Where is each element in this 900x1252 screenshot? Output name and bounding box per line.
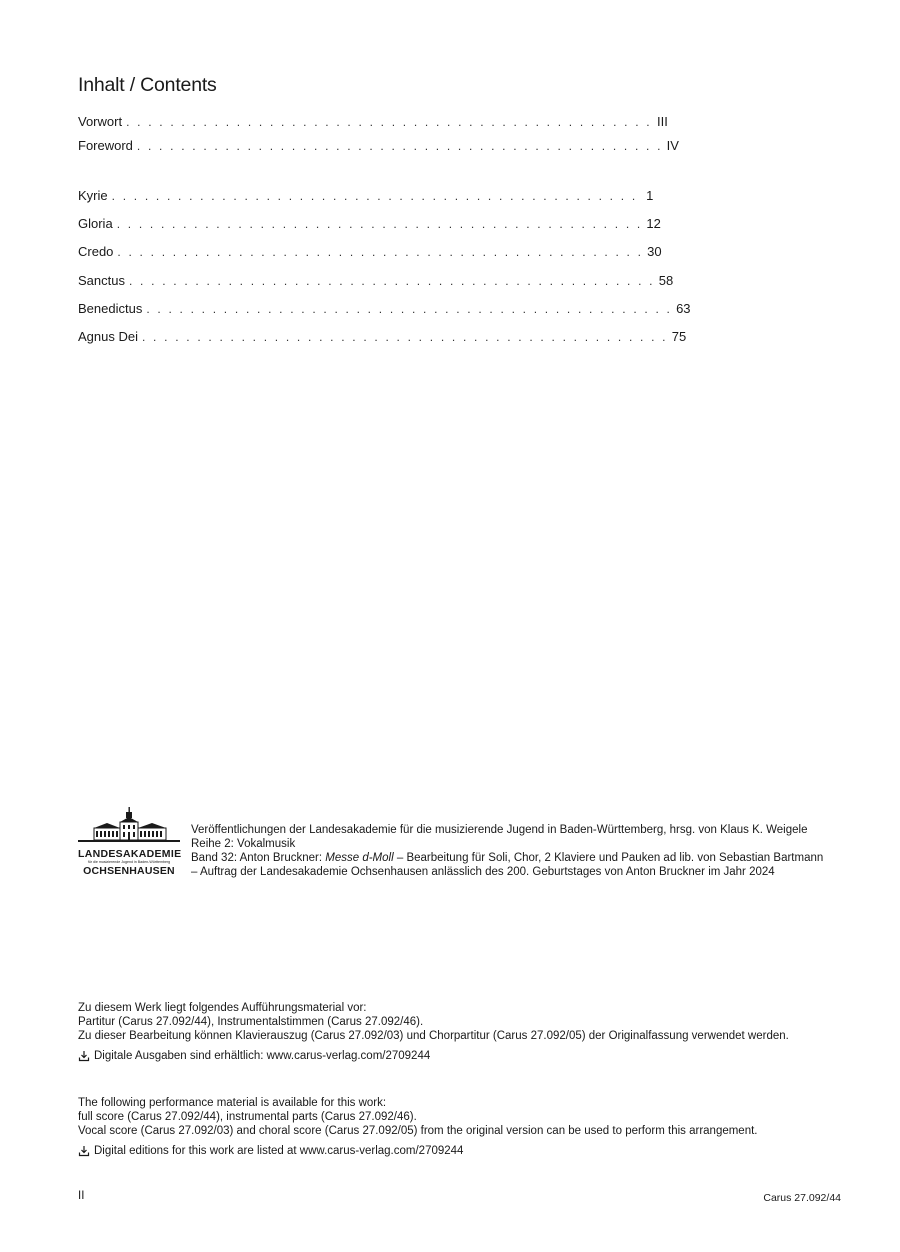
toc-entry-vorwort[interactable]: [78, 114, 668, 132]
toc-page-number: 75: [671, 329, 687, 344]
building-icon: [78, 806, 180, 846]
publication-row: Reihe 2: Vokalmusik: [191, 838, 296, 850]
toc-entry-benedictus[interactable]: [78, 301, 691, 319]
toc-leader-dots: . . . . . . . . . . . . . . . . . . . . . . . . . . . . . . . . . . . . . . . . . . . . . . . .: [126, 115, 652, 129]
toc-label: Agnus Dei: [78, 329, 138, 344]
toc-label: Kyrie: [78, 188, 108, 203]
toc-leader-dots: . . . . . . . . . . . . . . . . . . . . . . . . . . . . . . . . . . . . . . . . . . . . . . . .: [116, 217, 643, 231]
catalog-number: Carus 27.092/44: [763, 1192, 841, 1204]
english-material-score: full score (Carus 27.092/44), instrumental parts (Carus 27.092/46).: [78, 1111, 417, 1123]
toc-label: Benedictus: [78, 301, 143, 316]
publication-commission: – Auftrag der Landesakademie Ochsenhausen anlässlich des 200. Geburtstages von Anton Bruckner im Jahr 2024: [191, 866, 775, 878]
volume-suffix: – Bearbeitung für Soli, Chor, 2 Klaviere und Pauken ad lib. von Sebastian Bartmann: [393, 852, 824, 864]
german-material-intro: Zu diesem Werk liegt folgendes Aufführungsmaterial vor:: [78, 1002, 367, 1014]
english-digital-link[interactable]: Digital editions for this work are listed at www.carus-verlag.com/2709244: [94, 1145, 464, 1157]
download-icon: [78, 1145, 90, 1157]
toc-leader-dots: . . . . . . . . . . . . . . . . . . . . . . . . . . . . . . . . . . . . . . . . . . . . . . . .: [146, 302, 673, 316]
toc-label: Gloria: [78, 216, 113, 231]
toc-page-number: 1: [646, 188, 654, 203]
publication-info: [191, 823, 881, 879]
volume-prefix: Band 32: Anton Bruckner:: [191, 852, 326, 864]
work-title: Messe d-Moll: [325, 852, 394, 864]
german-digital-editions[interactable]: [78, 1049, 858, 1063]
toc-label: Credo: [78, 244, 114, 259]
german-material-score: Partitur (Carus 27.092/44), Instrumentalstimmen (Carus 27.092/46).: [78, 1016, 424, 1028]
toc-page-number: III: [656, 114, 668, 129]
toc-page-number: 58: [658, 273, 674, 288]
english-material-block: [78, 1096, 858, 1158]
toc-page-number: IV: [666, 138, 679, 153]
english-digital-editions[interactable]: [78, 1144, 858, 1158]
download-icon: [78, 1050, 90, 1062]
page-title: Inhalt / Contents: [78, 74, 217, 96]
german-digital-link[interactable]: Digitale Ausgaben sind erhältlich: www.carus-verlag.com/2709244: [94, 1050, 431, 1062]
toc-entry-kyrie[interactable]: [78, 188, 654, 206]
toc-label: Sanctus: [78, 273, 125, 288]
toc-entry-agnus-dei[interactable]: [78, 329, 687, 347]
toc-page-number: 30: [647, 244, 662, 259]
toc-page-number: 63: [676, 301, 691, 316]
toc-entry-sanctus[interactable]: [78, 273, 674, 291]
toc-label: Foreword: [78, 138, 133, 153]
german-material-block: [78, 1001, 858, 1063]
toc-page-number: 12: [646, 216, 661, 231]
german-material-note: Zu dieser Bearbeitung können Klavierauszug (Carus 27.092/03) und Chorpartitur (Carus 27.092/05) der Originalfassung verwendet werden.: [78, 1030, 789, 1042]
page-number: II: [78, 1190, 85, 1202]
toc-leader-dots: . . . . . . . . . . . . . . . . . . . . . . . . . . . . . . . . . . . . . . . . . . . . . . . .: [111, 189, 638, 203]
toc-entry-credo[interactable]: [78, 244, 662, 262]
logo-tagline: für die musizierende Jugend in Baden-Württemberg: [87, 860, 171, 864]
landesakademie-logo: [78, 806, 180, 877]
publication-volume: [191, 851, 881, 865]
toc-leader-dots: . . . . . . . . . . . . . . . . . . . . . . . . . . . . . . . . . . . . . . . . . . . . . . . .: [136, 139, 663, 153]
publication-series: Veröffentlichungen der Landesakademie für die musizierende Jugend in Baden-Württemberg, hrsg. von Klaus K. Weigele: [191, 824, 808, 836]
logo-text-landesakademie: LANDESAKADEMIE: [78, 848, 182, 860]
english-material-intro: The following performance material is available for this work:: [78, 1097, 387, 1109]
logo-text-ochsenhausen: OCHSENHAUSEN: [83, 865, 175, 877]
toc-leader-dots: . . . . . . . . . . . . . . . . . . . . . . . . . . . . . . . . . . . . . . . . . . . . . . . .: [128, 274, 655, 288]
toc-entry-foreword[interactable]: [78, 138, 679, 156]
toc-label: Vorwort: [78, 114, 123, 129]
toc-leader-dots: . . . . . . . . . . . . . . . . . . . . . . . . . . . . . . . . . . . . . . . . . . . . . . . .: [141, 330, 668, 344]
toc-leader-dots: . . . . . . . . . . . . . . . . . . . . . . . . . . . . . . . . . . . . . . . . . . . . . . . .: [117, 245, 644, 259]
english-material-note: Vocal score (Carus 27.092/03) and choral score (Carus 27.092/05) from the original version can be used to perform this arrangement.: [78, 1125, 758, 1137]
toc-entry-gloria[interactable]: [78, 216, 661, 234]
